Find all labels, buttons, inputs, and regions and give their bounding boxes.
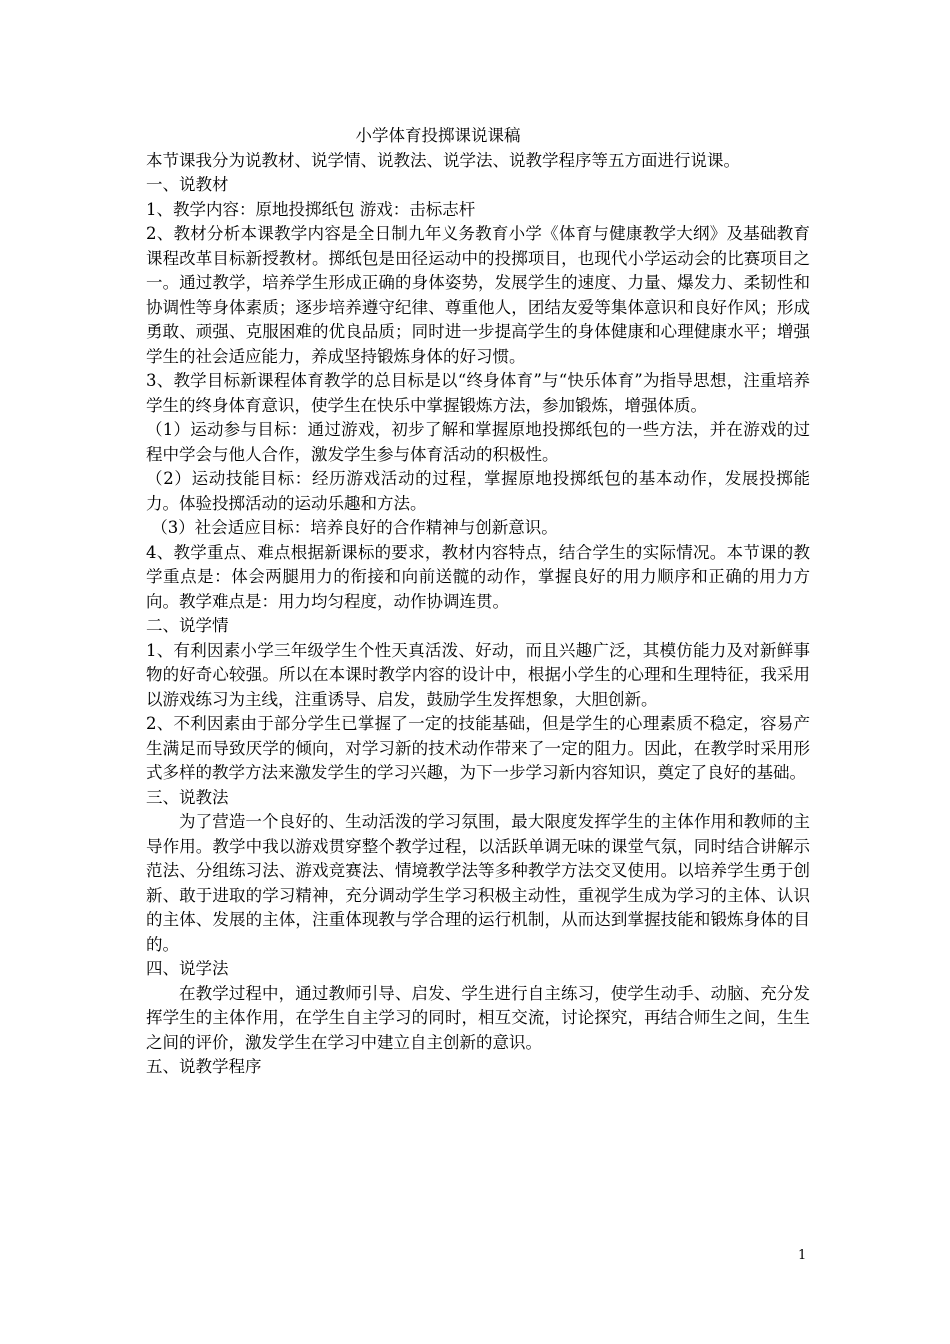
section-heading-1: 一、说教材: [146, 175, 229, 194]
paragraph: 3、教学目标新课程体育教学的总目标是以“终身体育”与“快乐体育”为指导思想，注重培养学生的终身体育意识，使学生在快乐中掌握锻炼方法，参加锻炼，增强体质。: [146, 371, 810, 415]
paragraph: 为了营造一个良好的、生动活泼的学习氛围，最大限度发挥学生的主体作用和教师的主导作用。教学中我以游戏贯穿整个教学过程，以活跃单调无味的课堂气氛，同时结合讲解示范法、分组练习法、游戏竞赛法、情境教学法等多种教学方法交叉使用。以培养学生勇于创新、敢于进取的学习精神，充分调动学生学习积极主动性，重视学生成为学习的主体、认识的主体、发展的主体，注重体现教与学合理的运行机制，从而达到掌握技能和锻炼身体的目的。: [146, 812, 810, 954]
paragraph: （1）运动参与目标：通过游戏，初步了解和掌握原地投掷纸包的一些方法，并在游戏的过程中学会与他人合作，激发学生参与体育活动的积极性。: [146, 420, 810, 464]
paragraph: （2）运动技能目标：经历游戏活动的过程，掌握原地投掷纸包的基本动作，发展投掷能力。体验投掷活动的运动乐趣和方法。: [146, 469, 810, 513]
document-body: [146, 124, 810, 1080]
paragraph: 2、不利因素由于部分学生已掌握了一定的技能基础，但是学生的心理素质不稳定，容易产生满足而导致厌学的倾向，对学习新的技术动作带来了一定的阻力。因此，在教学时采用形式多样的教学方法来激发学生的学习兴趣，为下一步学习新内容知识，奠定了良好的基础。: [146, 714, 810, 782]
document-title: 小学体育投掷课说课稿: [355, 126, 521, 145]
paragraph: 4、教学重点、难点根据新课标的要求，教材内容特点，结合学生的实际情况。本节课的教学重点是：体会两腿用力的衔接和向前送髋的动作，掌握良好的用力顺序和正确的用力方向。教学难点是：用力均匀程度，动作协调连贯。: [146, 542, 810, 611]
section-heading-5: 五、说教学程序: [146, 1057, 262, 1076]
paragraph: 在教学过程中，通过教师引导、启发、学生进行自主练习，使学生动手、动脑、充分发挥学生的主体作用，在学生自主学习的同时，相互交流，讨论探究，再结合师生之间，生生之间的评价，激发学生在学习中建立自主创新的意识。: [146, 983, 810, 1052]
section-heading-4: 四、说学法: [146, 959, 229, 978]
section-heading-2: 二、说学情: [146, 616, 229, 635]
paragraph: （3）社会适应目标：培养良好的合作精神与创新意识。: [146, 518, 558, 537]
page-number: 1: [798, 1248, 807, 1263]
paragraph-intro: 本节课我分为说教材、说学情、说教法、说学法、说教学程序等五方面进行说课。: [146, 150, 740, 170]
paragraph: 1、教学内容：原地投掷纸包 游戏：击标志杆: [146, 199, 476, 219]
paragraph: 1、有利因素小学三年级学生个性天真活泼、好动，而且兴趣广泛，其模仿能力及对新鲜事物的好奇心较强。所以在本课时教学内容的设计中，根据小学生的心理和生理特征，我采用以游戏练习为主线，注重诱导、启发，鼓励学生发挥想象，大胆创新。: [146, 640, 810, 709]
paragraph: 2、教材分析本课教学内容是全日制九年义务教育小学《体育与健康教学大纲》及基础教育课程改革目标新授教材。掷纸包是田径运动中的投掷项目，也现代小学运动会的比赛项目之一。通过教学，培养学生形成正确的身体姿势，发展学生的速度、力量、爆发力、柔韧性和协调性等身体素质；逐步培养遵守纪律、尊重他人，团结友爱等集体意识和良好作风；形成勇敢、顽强、克服困难的优良品质；同时进一步提高学生的身体健康和心理健康水平；增强学生的社会适应能力，养成坚持锻炼身体的好习惯。: [146, 224, 810, 366]
section-heading-3: 三、说教法: [146, 787, 229, 807]
